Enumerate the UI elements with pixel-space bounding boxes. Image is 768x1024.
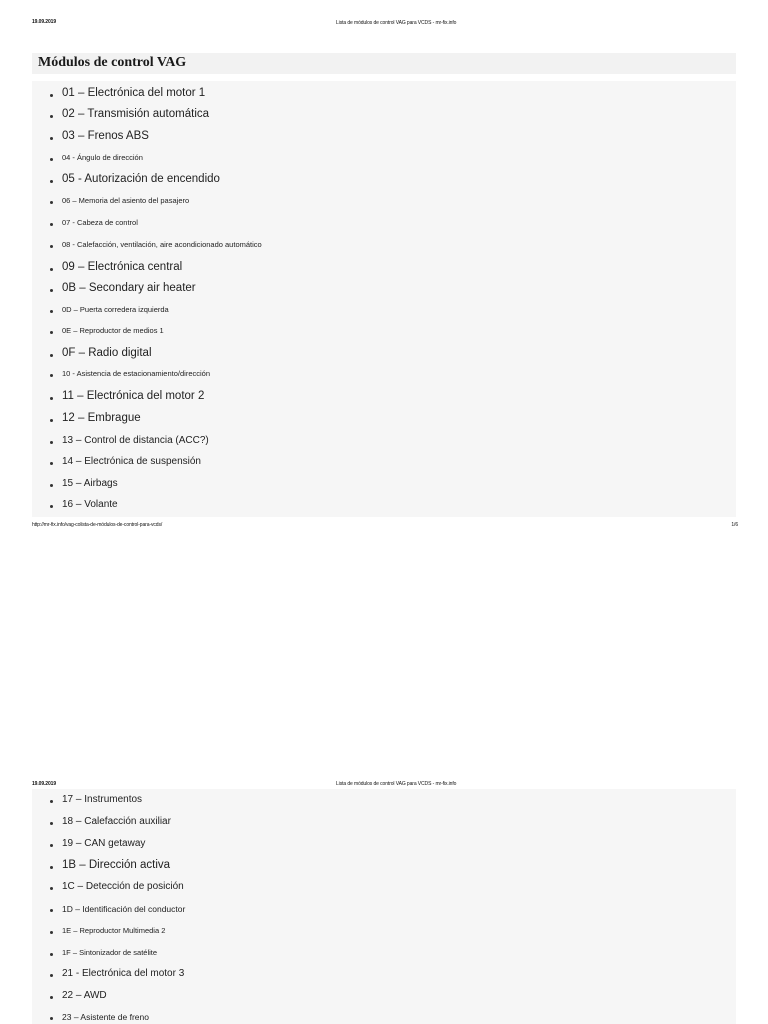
bullet-icon [50, 996, 53, 999]
bullet-icon [50, 245, 53, 248]
bullet-icon [50, 953, 53, 956]
footer-page-number: 1/6 [731, 522, 738, 528]
bullet-icon [50, 201, 53, 204]
header-doc-title: Lista de módulos de control VAG para VCDS - mr-fix.info [336, 781, 457, 787]
bullet-icon [50, 268, 53, 271]
bullet-icon [50, 397, 53, 400]
bullet-icon [50, 484, 53, 487]
section-title-bar [32, 53, 736, 74]
bullet-icon [50, 931, 53, 934]
module-list-panel: 01 – Electrónica del motor 1 02 – Transmisión automática 03 – Frenos ABS 04 - Ángulo de dirección 05 - Autorización de encendido 06 – Memoria del asiento del pasajero 07 - Cabeza de control 08 - Calefacción, ventilación, aire acondicionado automático 09 – Electrónica central 0B – Secondary air heater 0D – Puerta corredera izquierda 0E – Reproductor de medios 1 0F – Radio digital 10 - Asistencia de estacionamiento/dirección 11 – Electrónica del motor 2 12 – Embrague 13 – Control de distancia (ACC?) 14 – Electrónica de suspensión 15 – Airbags 16 – Volante [32, 81, 736, 517]
bullet-icon [50, 180, 53, 183]
header-doc-title: Lista de módulos de control VAG para VCDS - mr-fix.info [336, 20, 457, 26]
bullet-icon [50, 115, 53, 118]
bullet-icon [50, 94, 53, 97]
bullet-icon [50, 354, 53, 357]
bullet-icon [50, 866, 53, 869]
bullet-icon [50, 505, 53, 508]
bullet-icon [50, 800, 53, 803]
bullet-icon [50, 137, 53, 140]
header-date: 19.09.2019 [32, 19, 57, 25]
bullet-icon [50, 310, 53, 313]
bullet-icon [50, 419, 53, 422]
bullet-icon [50, 462, 53, 465]
bullet-icon [50, 1017, 53, 1020]
bullet-icon [50, 331, 53, 334]
bullet-icon [50, 887, 53, 890]
bullet-icon [50, 223, 53, 226]
document-page-2 [0, 776, 768, 1024]
bullet-icon [50, 822, 53, 825]
module-list-panel: 17 – Instrumentos 18 – Calefacción auxiliar 19 – CAN getaway 1B – Dirección activa 1C – Detección de posición 1D – Identificación del conductor 1E – Reproductor Multimedia 2 1F – Sintonizador de satélite 21 - Electrónica del motor 3 22 – AWD 23 – Asistente de freno [32, 789, 736, 1024]
bullet-icon [50, 289, 53, 292]
bullet-icon [50, 909, 53, 912]
bullet-icon [50, 974, 53, 977]
bullet-icon [50, 374, 53, 377]
bullet-icon [50, 158, 53, 161]
bullet-icon [50, 844, 53, 847]
header-date: 19.09.2019 [32, 781, 57, 787]
footer-url: http://mr-fix.info/vag-colista-de-módulos-de-control-para-vcds/ [32, 522, 163, 528]
bullet-icon [50, 441, 53, 444]
section-title: Módulos de control VAG [38, 55, 187, 70]
